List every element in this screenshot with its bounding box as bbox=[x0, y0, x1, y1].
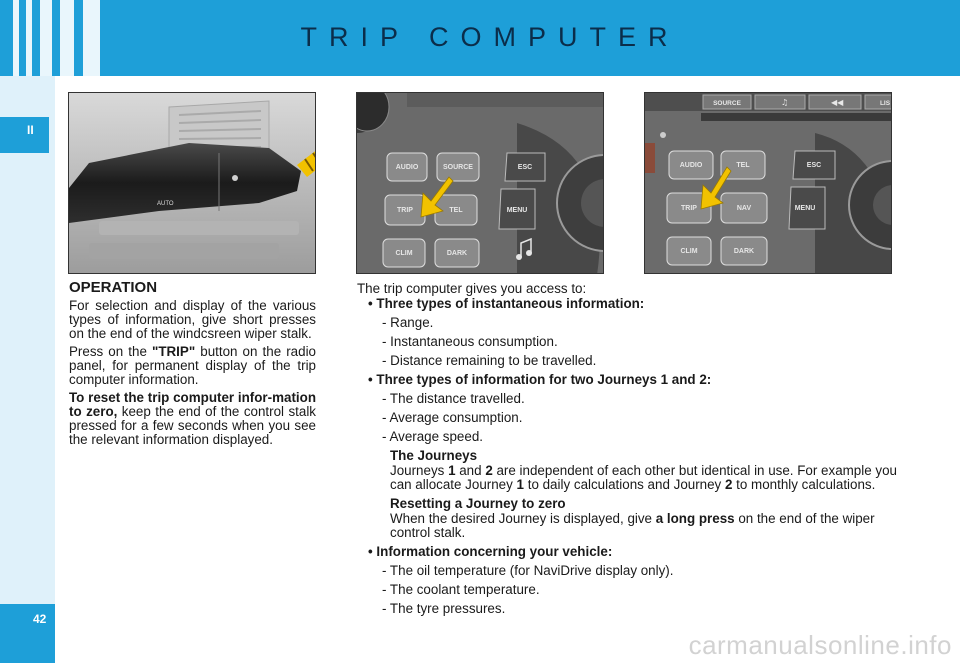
list-item: - Instantaneous consumption. bbox=[382, 334, 558, 349]
reset-subheading: Resetting a Journey to zero bbox=[390, 496, 566, 511]
console-a-dark-label: DARK bbox=[446, 250, 468, 257]
page-title: TRIP COMPUTER bbox=[300, 22, 680, 52]
journeys-paragraph: Journeys 1 and 2 are independent of each other but identical in use. For example you can allocate Journey 1 to daily calculations and Journey 2 to monthly calculations. bbox=[390, 463, 897, 492]
bullet-journeys: • Three types of information for two Journeys 1 and 2: bbox=[368, 372, 712, 387]
operation-heading: OPERATION bbox=[69, 279, 158, 296]
console-a-menu-label: MENU bbox=[506, 207, 528, 214]
operation-paragraph-3: To reset the trip computer infor-mation to zero, keep the end of the control stalk pressed for a few seconds when you see the relevant information displayed. bbox=[69, 390, 316, 447]
header-band bbox=[0, 0, 960, 76]
bullet-instantaneous: • Three types of instantaneous information: bbox=[368, 296, 645, 311]
console-b-dark-label: DARK bbox=[733, 248, 755, 255]
wiper-stalk-photo bbox=[68, 92, 316, 274]
operation-paragraph-1: For selection and display of the various types of information, give short presses on the end of the windcsreen wiper stalk. bbox=[69, 298, 316, 341]
console-photo-a bbox=[356, 92, 604, 274]
intro-text: The trip computer gives you access to: bbox=[357, 281, 587, 296]
svg-text:♫: ♫ bbox=[781, 98, 789, 107]
console-b-menu-label: MENU bbox=[794, 205, 816, 212]
list-item: - Average speed. bbox=[382, 429, 483, 444]
reset-paragraph: When the desired Journey is displayed, give a long press on the end of the wiper control stalk. bbox=[390, 511, 875, 540]
watermark: carmanualsonline.info bbox=[688, 630, 952, 660]
list-item: - The oil temperature (for NaviDrive display only). bbox=[382, 563, 674, 578]
console-a-tel-label: TEL bbox=[449, 207, 463, 214]
svg-text:◀◀: ◀◀ bbox=[831, 98, 844, 107]
list-item: - Distance remaining to be travelled. bbox=[382, 353, 597, 368]
journeys-subheading: The Journeys bbox=[390, 448, 478, 463]
console-b-source-label: SOURCE bbox=[713, 100, 741, 107]
list-item: - The distance travelled. bbox=[382, 391, 525, 406]
console-a-audio-label: AUDIO bbox=[395, 164, 419, 171]
list-item: - The tyre pressures. bbox=[382, 601, 506, 616]
console-photo-b bbox=[644, 92, 892, 274]
console-b-clim-label: CLIM bbox=[680, 248, 698, 255]
operation-section bbox=[69, 281, 316, 451]
console-b-audio-label: AUDIO bbox=[679, 162, 703, 169]
console-b-esc-label: ESC bbox=[806, 162, 822, 169]
list-item: - Average consumption. bbox=[382, 410, 523, 425]
list-item: - Range. bbox=[382, 315, 434, 330]
left-strip bbox=[0, 76, 55, 663]
list-item: - The coolant temperature. bbox=[382, 582, 540, 597]
operation-paragraph-2: Press on the "TRIP" button on the radio panel, for permanent display of the trip computer information. bbox=[69, 344, 316, 387]
console-b-lis-label: LIS bbox=[879, 100, 891, 107]
section-tab: II bbox=[0, 117, 49, 153]
trip-info-section bbox=[357, 282, 897, 616]
console-b-nav-label: NAV bbox=[736, 205, 752, 212]
console-a-clim-label: CLIM bbox=[395, 250, 413, 257]
console-a-source-label: SOURCE bbox=[443, 164, 473, 171]
console-b-tel-label: TEL bbox=[736, 162, 750, 169]
console-a-esc-label: ESC bbox=[517, 164, 533, 171]
page-number: 42 bbox=[0, 604, 55, 663]
bullet-vehicle: • Information concerning your vehicle: bbox=[368, 544, 613, 559]
console-b-trip-label: TRIP bbox=[681, 205, 697, 212]
console-a-trip-label: TRIP bbox=[397, 207, 413, 214]
stalk-auto-label: AUTO bbox=[157, 201, 174, 207]
